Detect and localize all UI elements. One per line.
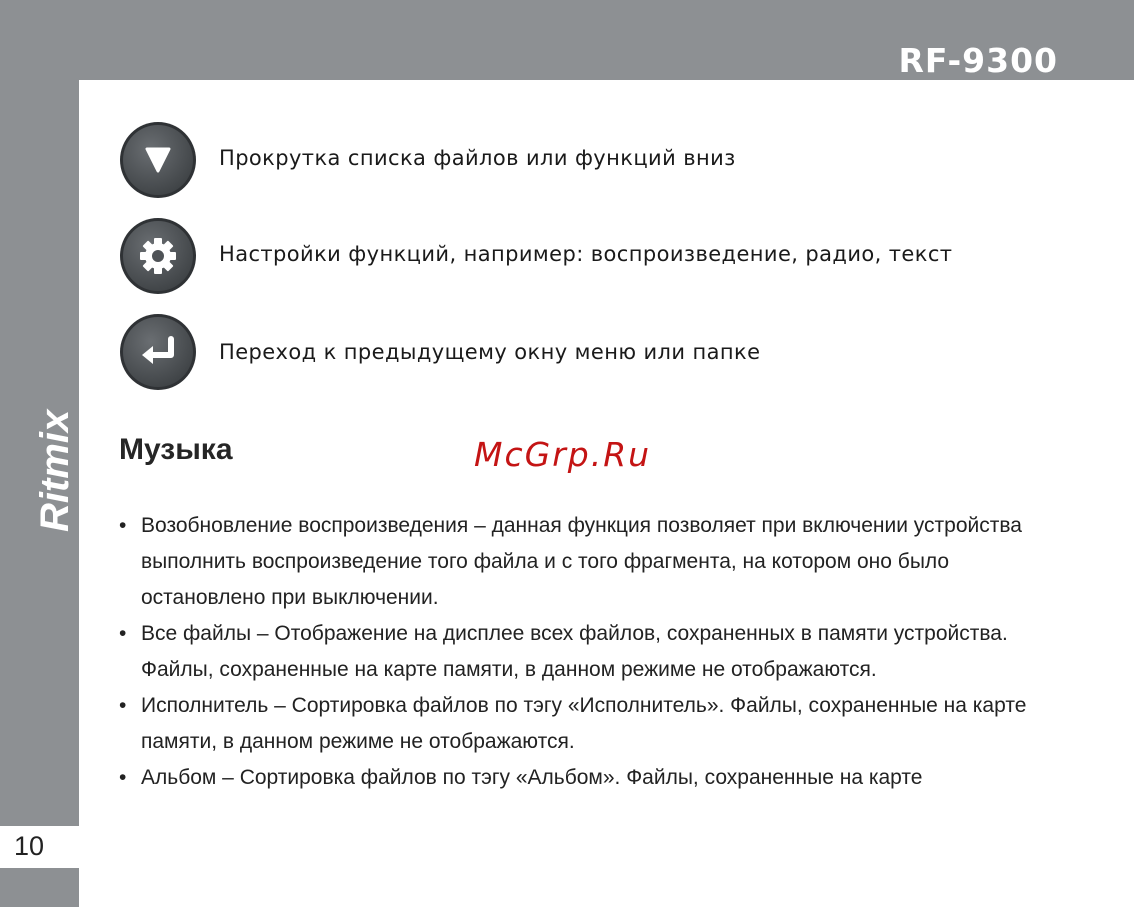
bullet-list [119,508,1064,796]
return-arrow-icon [119,313,197,391]
brand-logo [20,380,80,540]
down-arrow-icon [119,121,197,199]
button-description: Прокрутка списка файлов или функций вниз [219,146,736,170]
button-description: Переход к предыдущему окну меню или папке [219,340,761,364]
list-item: • Все файлы – Отображение на дисплее всех файлов, сохраненных в памяти устройства. Файлы, сохраненные на карте памяти, в данном режиме не отображаются. [119,616,1064,688]
page-number: 10 [14,831,45,861]
list-item: • Альбом – Сортировка файлов по тэгу «Альбом». Файлы, сохраненные на карте [119,760,1064,796]
model-name: RF-9300 [898,41,1058,80]
section-title: Музыка [119,433,233,466]
button-description: Настройки функций, например: воспроизведение, радио, текст [219,242,953,266]
watermark: McGrp.Ru [474,435,652,474]
list-item: • Исполнитель – Сортировка файлов по тэгу «Исполнитель». Файлы, сохраненные на карте памяти, в данном режиме не отображаются. [119,688,1064,760]
svg-text:Ritmix: Ritmix [33,409,77,532]
gear-icon [119,217,197,295]
list-item: • Возобновление воспроизведения – данная функция позволяет при включении устройства выполнить воспроизведение того файла и с того фрагмента, на котором оно было остановлено при выключении. [119,508,1064,616]
